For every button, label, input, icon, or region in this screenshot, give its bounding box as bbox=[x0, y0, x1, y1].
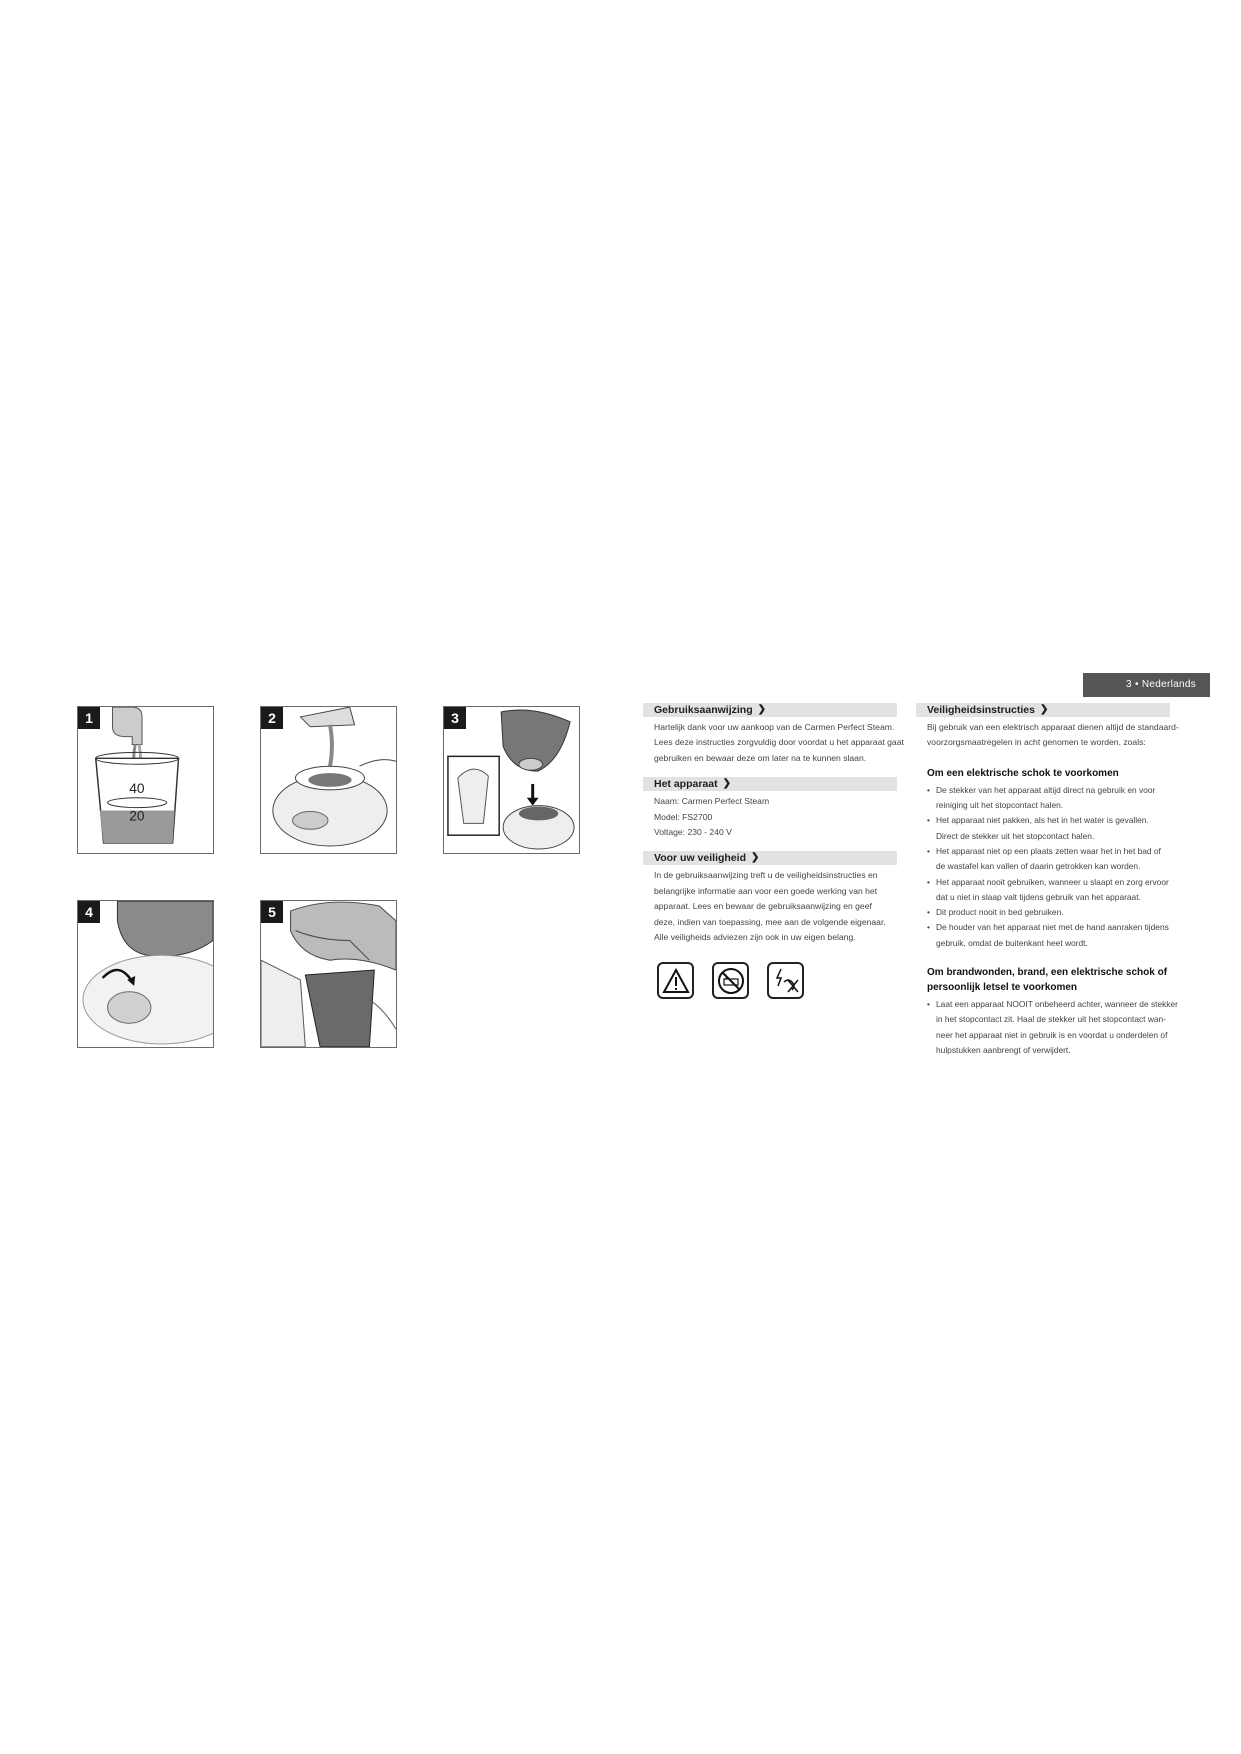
section-gebruiksaanwijzing bbox=[643, 703, 904, 766]
step-4-illustration bbox=[77, 900, 214, 1048]
marking-40: 40 bbox=[129, 780, 145, 796]
bullet-list-burns bbox=[916, 997, 1178, 1058]
step-number: 1 bbox=[78, 707, 100, 729]
chevron-right-icon: ❯ bbox=[757, 704, 766, 715]
step-number: 3 bbox=[444, 707, 466, 729]
section-text: Naam: Carmen Perfect Steam Model: FS2700 Voltage: 230 - 240 V bbox=[654, 796, 770, 838]
section-heading: Voor uw veiligheid ❯ bbox=[643, 851, 897, 865]
intro-text: Bij gebruik van een elektrisch apparaat dienen altijd de standaard- voorzorgsmaatregelen in acht genomen te worden, zoals: bbox=[927, 722, 1179, 748]
right-text-column bbox=[916, 703, 1179, 1058]
left-text-column bbox=[643, 703, 904, 945]
section-het-apparaat bbox=[643, 777, 897, 840]
subsection-title-burns: Om brandwonden, brand, een elektrische schok of persoonlijk letsel te voorkomen bbox=[927, 967, 1168, 994]
no-bath-icon bbox=[712, 962, 749, 999]
section-voor-uw-veiligheid bbox=[643, 851, 897, 945]
section-text: In de gebruiksaanwijzing treft u de veiligheidsinstructies en belangrijke informatie aan voor een goede werking van het apparaat. Lees en bewaar de gebruiksaanwijzing en geef deze, indien van toepassing, mee aan de volgende eigenaar. Alle veiligheids adviezen zijn ook in uw eigen belang. bbox=[654, 870, 886, 943]
marking-20: 20 bbox=[129, 808, 145, 824]
step-number: 4 bbox=[78, 901, 100, 923]
list-item: • Het apparaat niet pakken, als het in het water is gevallen. Direct de stekker uit het stopcontact halen. bbox=[927, 813, 1170, 844]
section-heading-veiligheidsinstructies: Veiligheidsinstructies ❯ bbox=[916, 703, 1170, 717]
electric-shock-icon bbox=[767, 962, 804, 999]
chevron-right-icon: ❯ bbox=[722, 778, 731, 790]
list-item: • Het apparaat niet op een plaats zetten waar het in het bad of de wastafel kan vallen of daarin getrokken kan worden. bbox=[927, 844, 1170, 875]
warning-icons bbox=[657, 962, 804, 999]
step-number: 5 bbox=[261, 901, 283, 923]
subsection-title-shock: Om een elektrische schok te voorkomen bbox=[927, 767, 1119, 779]
section-heading: Het apparaat ❯ bbox=[643, 777, 897, 791]
section-heading: Gebruiksaanwijzing ❯ bbox=[643, 703, 897, 717]
list-item: • Laat een apparaat NOOIT onbeheerd achter, wanneer de stekker in het stopcontact zit. Haal de stekker uit het stopcontact wan- neer het apparaat niet in gebruik is en voordat u onderdelen of hulpstukken aanbrengt of verwijdert. bbox=[927, 997, 1170, 1058]
step-3-illustration bbox=[443, 706, 580, 854]
step-1-illustration bbox=[77, 706, 214, 854]
step-2-illustration bbox=[260, 706, 397, 854]
bullet-list-shock bbox=[916, 783, 1170, 951]
chevron-right-icon: ❯ bbox=[1039, 704, 1049, 715]
list-item: • De houder van het apparaat niet met de hand aanraken tijdens gebruik, omdat de buitenkant heet wordt. bbox=[927, 920, 1170, 951]
step-5-illustration bbox=[260, 900, 397, 1048]
list-item: • Dit product nooit in bed gebruiken. bbox=[927, 905, 1170, 920]
page-number-tab: 3 • Nederlands bbox=[1083, 673, 1210, 697]
list-item: • Het apparaat nooit gebruiken, wanneer u slaapt en zorg ervoor dat u niet in slaap valt tijdens gebruik van het apparaat. bbox=[927, 875, 1170, 906]
section-text: Hartelijk dank voor uw aankoop van de Carmen Perfect Steam. Lees deze instructies zorgvuldig door voordat u het apparaat gaat gebruiken en bewaar deze om later na te kunnen slaan. bbox=[654, 722, 904, 763]
warning-triangle-icon bbox=[657, 962, 694, 999]
chevron-right-icon: ❯ bbox=[750, 852, 760, 864]
list-item: • De stekker van het apparaat altijd direct na gebruik en voor reiniging uit het stopcontact halen. bbox=[927, 783, 1170, 814]
step-number: 2 bbox=[261, 707, 283, 729]
